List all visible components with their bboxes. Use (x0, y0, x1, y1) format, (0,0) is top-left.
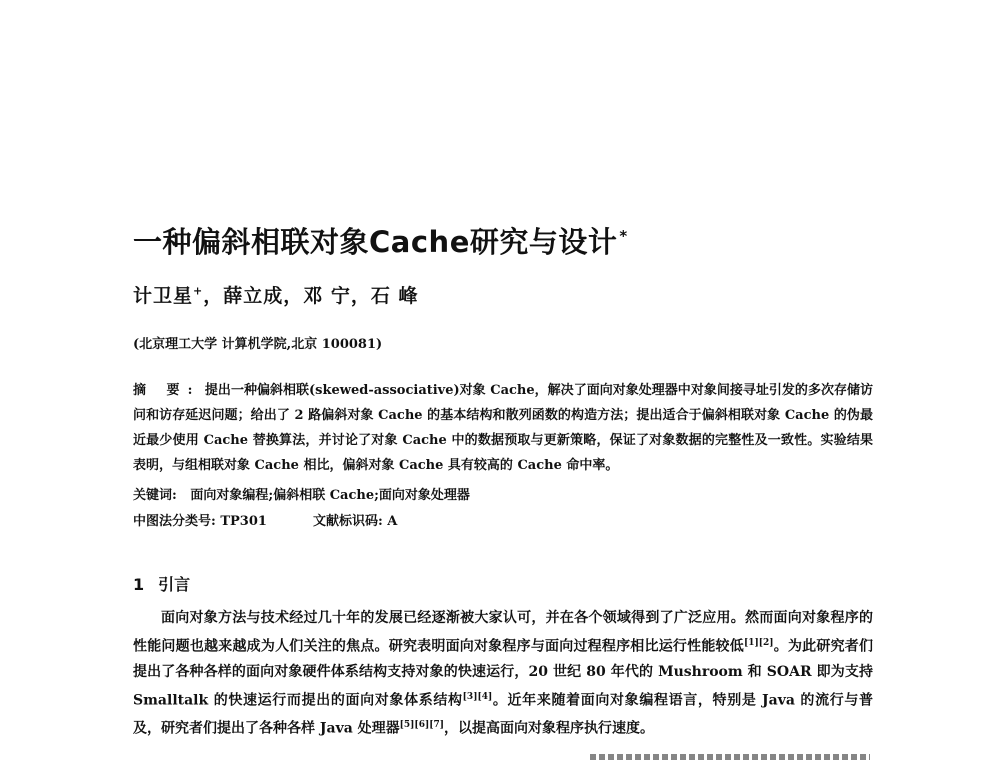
classification-line (133, 510, 397, 529)
body-paragraph (133, 606, 873, 742)
doc-code-value: A (387, 514, 398, 529)
author-list (133, 281, 419, 308)
section-heading (133, 572, 190, 595)
author-2: 薛立成 (223, 285, 284, 307)
title-footnote-mark: * (619, 227, 628, 246)
citation-ref: [3][4] (462, 691, 493, 702)
keywords-text: 面向对象编程;偏斜相联 Cache;面向对象处理器 (190, 488, 470, 503)
author-4: 石 峰 (370, 285, 419, 307)
citation-ref: [1][2] (743, 638, 774, 648)
abstract (133, 378, 873, 478)
author-1: 计卫星 (133, 285, 194, 307)
citation-ref: [5][6][7] (399, 720, 444, 731)
cut-off-text-line (590, 754, 870, 760)
author-separator: ， (203, 285, 224, 307)
doc-code-label: 文献标识码: (312, 514, 383, 529)
affiliation: (北京理工大学 计算机学院,北京 100081) (133, 337, 383, 352)
paper-title (133, 220, 628, 261)
author-separator: ， (350, 285, 371, 307)
body-text-4: ，以提高面向对象程序执行速度。 (444, 720, 654, 737)
keywords-label: 关键词: (133, 488, 177, 503)
author-3: 邓 宁 (303, 285, 351, 307)
body-text-1: 面向对象方法与技术经过几十年的发展已经逐渐被大家认可，并在各个领域得到了广泛应用。然而面向对象程序的性能问题也越来越成为人们关注的焦点。研究表明面向对象程序与面向过程程序相比运行性能较低 (133, 610, 873, 655)
body-text-2: 。为此研究者们提出了各种各样的面向对象硬件体系结构支持对象的快速运行，20 世纪 80 年代的 Mushroom 和 SOAR 即为支持 Smalltalk 的快速运行而提出的面向对象体系结构 (133, 638, 874, 709)
keywords (133, 484, 470, 503)
clc-value: TP301 (220, 514, 267, 529)
section-title: 引言 (158, 575, 191, 594)
author-separator: ， (283, 285, 304, 307)
abstract-text: 提出一种偏斜相联(skewed-associative)对象 Cache，解决了面向对象处理器中对象间接寻址引发的多次存储访问和访存延迟问题；给出了 2 路偏斜对象 Cache 的基本结构和散列函数的构造方法；提出适合于偏斜相联对象 Cache 的伪最近最少使用 Cache 替换算法，并讨论了对象 Cache 中的数据预取与更新策略，保证了对象数据的完整性及一致性。实验结果表明，与组相联对象 Cache 相比，偏斜对象 Cache 具有较高的 Cache 命中率。 (133, 383, 874, 473)
paper-title-text: 一种偏斜相联对象Cache研究与设计 (133, 225, 618, 259)
abstract-label: 摘 要: (133, 383, 201, 398)
body-text-3: 。近年来随着面向对象编程语言，特别是 Java 的流行与普及，研究者们提出了各种各样 Java 处理器 (133, 692, 873, 737)
section-number: 1 (133, 575, 145, 594)
clc-label: 中图法分类号: (133, 514, 216, 529)
author-1-mark: + (193, 284, 204, 298)
